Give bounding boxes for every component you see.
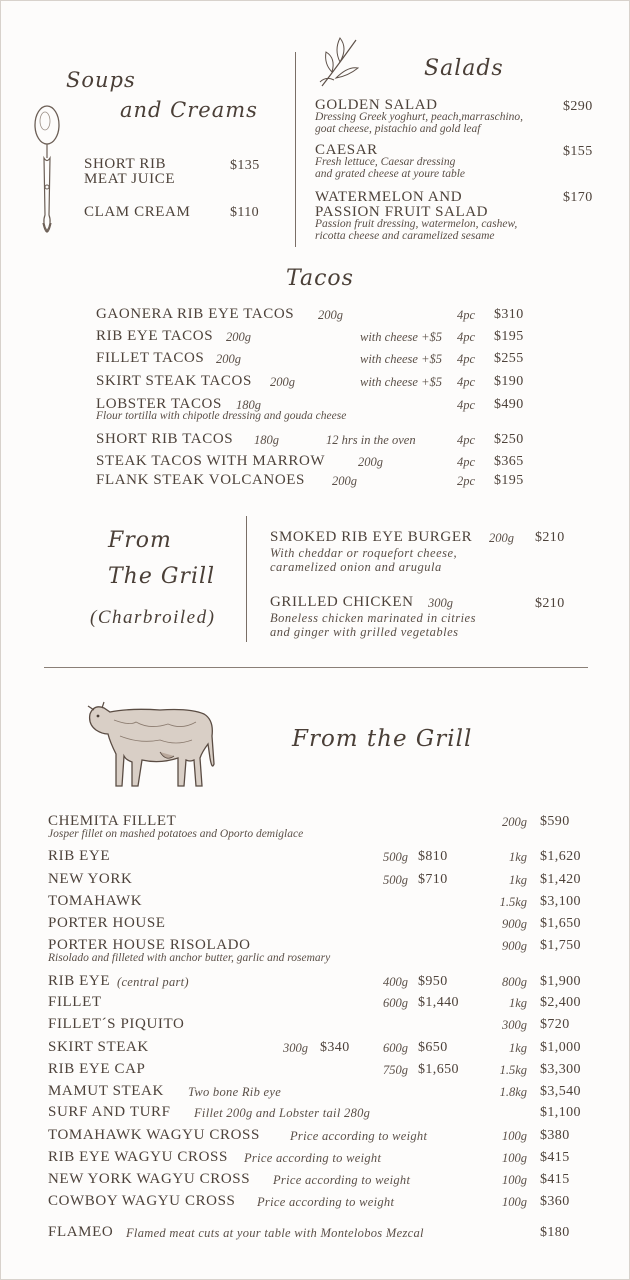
- grill-weight: 500g: [383, 850, 408, 864]
- salad-name-line2: PASSION FRUIT SALAD: [315, 204, 489, 220]
- grill-weight: 1kg: [508, 1041, 527, 1055]
- grill-item-desc: Josper fillet on mashed potatoes and Oporto demiglace: [48, 828, 304, 840]
- grill-weight: 100g: [502, 1195, 527, 1209]
- taco-price: $490: [494, 397, 524, 412]
- soups-heading-line2: and Creams: [120, 98, 258, 122]
- grill-price: $3,540: [540, 1084, 581, 1099]
- taco-qty: 4pc: [457, 398, 476, 412]
- taco-price: $310: [494, 307, 524, 322]
- taco-weight: 200g: [226, 330, 251, 344]
- grill-item-name: SKIRT STEAK: [48, 1039, 149, 1055]
- salad-desc: Fresh lettuce, Caesar dressing: [315, 156, 456, 168]
- grill-item-note: Price according to weight: [257, 1195, 395, 1209]
- grill-price: $415: [540, 1150, 570, 1165]
- charbroiled-heading-line3: (Charbroiled): [90, 607, 216, 628]
- taco-qty: 2pc: [457, 474, 476, 488]
- grill-item-note: Flamed meat cuts at your table with Montelobos Mezcal: [126, 1226, 424, 1240]
- grill-item-note: (central part): [117, 975, 189, 989]
- taco-name: GAONERA RIB EYE TACOS: [96, 306, 295, 322]
- charbroiled-name: SMOKED RIB EYE BURGER: [270, 529, 473, 545]
- leaf-icon: [316, 34, 362, 90]
- taco-note: with cheese +$5: [360, 330, 443, 344]
- taco-weight: 200g: [358, 455, 383, 469]
- grill-weight: 1kg: [508, 996, 527, 1010]
- taco-name: LOBSTER TACOS: [96, 396, 222, 412]
- taco-name: FLANK STEAK VOLCANOES: [96, 472, 305, 488]
- salad-desc: and grated cheese at youre table: [315, 168, 465, 180]
- salad-name: CAESAR: [315, 142, 378, 158]
- grill-price: $3,100: [540, 894, 581, 909]
- grill-item-name: SURF AND TURF: [48, 1104, 171, 1120]
- grill-item-name: PORTER HOUSE: [48, 915, 166, 931]
- grill-price: $2,400: [540, 995, 581, 1010]
- grill-heading: From the Grill: [292, 726, 473, 752]
- charbroiled-weight: 200g: [489, 531, 514, 545]
- taco-price: $365: [494, 454, 524, 469]
- taco-weight: 200g: [332, 474, 357, 488]
- cow-icon: [80, 700, 220, 792]
- grill-item-name: RIB EYE: [48, 973, 111, 989]
- grill-price: $720: [540, 1017, 570, 1032]
- taco-weight: 200g: [270, 375, 295, 389]
- grill-weight: 1kg: [508, 873, 527, 887]
- taco-weight: 180g: [236, 398, 261, 412]
- taco-qty: 4pc: [457, 433, 476, 447]
- grill-weight: 900g: [502, 939, 527, 953]
- grill-weight: 100g: [502, 1129, 527, 1143]
- charbroiled-desc: Boneless chicken marinated in citries: [270, 611, 476, 625]
- grill-item-note: Fillet 200g and Lobster tail 280g: [194, 1106, 371, 1120]
- grill-price: $1,420: [540, 872, 581, 887]
- grill-price: $1,650: [540, 916, 581, 931]
- grill-weight: 1.8kg: [499, 1085, 527, 1099]
- charbroiled-heading-line1: From: [108, 528, 172, 553]
- taco-name: RIB EYE TACOS: [96, 328, 214, 344]
- charbroiled-divider: [246, 516, 247, 642]
- grill-item-name: RIB EYE WAGYU CROSS: [48, 1149, 228, 1165]
- taco-qty: 4pc: [457, 308, 476, 322]
- spoon-icon: [30, 103, 64, 245]
- grill-price: $380: [540, 1128, 570, 1143]
- grill-weight: 200g: [502, 815, 527, 829]
- grill-price: $590: [540, 814, 570, 829]
- soup-price: $135: [230, 158, 260, 173]
- grill-weight: 800g: [502, 975, 527, 989]
- grill-weight: 600g: [383, 1041, 408, 1055]
- salad-name: WATERMELON AND: [315, 189, 463, 205]
- salad-desc: Dressing Greek yoghurt, peach,marraschino,: [315, 111, 524, 123]
- grill-price: $650: [418, 1040, 448, 1055]
- taco-qty: 4pc: [457, 330, 476, 344]
- soup-price: $110: [230, 205, 260, 220]
- salad-desc: goat cheese, pistachio and gold leaf: [315, 123, 481, 135]
- grill-price: $1,440: [418, 995, 459, 1010]
- grill-price: $1,650: [418, 1062, 459, 1077]
- charbroiled-desc: and ginger with grilled vegetables: [270, 625, 459, 639]
- grill-item-note: Price according to weight: [244, 1151, 382, 1165]
- charbroiled-weight: 300g: [428, 596, 453, 610]
- taco-name: STEAK TACOS WITH MARROW: [96, 453, 326, 469]
- charbroiled-name: GRILLED CHICKEN: [270, 594, 414, 610]
- charbroiled-desc: caramelized onion and arugula: [270, 560, 442, 574]
- grill-item-name: COWBOY WAGYU CROSS: [48, 1193, 236, 1209]
- grill-price: $710: [418, 872, 448, 887]
- grill-weight: 100g: [502, 1151, 527, 1165]
- taco-note: with cheese +$5: [360, 375, 443, 389]
- grill-price: $810: [418, 849, 448, 864]
- taco-qty: 4pc: [457, 375, 476, 389]
- soup-name-line2: MEAT JUICE: [84, 171, 176, 187]
- grill-item-name: TOMAHAWK WAGYU CROSS: [48, 1127, 260, 1143]
- charbroiled-price: $210: [535, 530, 565, 545]
- soup-name: CLAM CREAM: [84, 204, 191, 220]
- charbroiled-desc: With cheddar or roquefort cheese,: [270, 546, 458, 560]
- taco-note: with cheese +$5: [360, 352, 443, 366]
- taco-price: $195: [494, 329, 524, 344]
- taco-name: FILLET TACOS: [96, 350, 205, 366]
- taco-weight: 200g: [318, 308, 343, 322]
- salad-desc: Passion fruit dressing, watermelon, cashew,: [315, 218, 518, 230]
- grill-item-name: RIB EYE CAP: [48, 1061, 146, 1077]
- grill-weight: 1.5kg: [499, 895, 527, 909]
- grill-price: $1,900: [540, 974, 581, 989]
- soups-heading-line1: Soups: [66, 68, 136, 92]
- taco-weight: 180g: [254, 433, 279, 447]
- taco-name: SHORT RIB TACOS: [96, 431, 234, 447]
- grill-price: $1,000: [540, 1040, 581, 1055]
- taco-price: $195: [494, 473, 524, 488]
- grill-item-name: PORTER HOUSE RISOLADO: [48, 937, 251, 953]
- grill-item-name: FILLET´S PIQUITO: [48, 1016, 185, 1032]
- grill-weight: 300g: [283, 1041, 308, 1055]
- grill-item-note: Price according to weight: [273, 1173, 411, 1187]
- taco-weight: 200g: [216, 352, 241, 366]
- salad-price: $170: [563, 190, 593, 205]
- taco-qty: 4pc: [457, 455, 476, 469]
- grill-price: $415: [540, 1172, 570, 1187]
- grill-item-name: TOMAHAWK: [48, 893, 143, 909]
- grill-weight: 900g: [502, 917, 527, 931]
- tacos-heading: Tacos: [286, 266, 354, 291]
- salad-desc: ricotta cheese and caramelized sesame: [315, 230, 495, 242]
- taco-price: $190: [494, 374, 524, 389]
- grill-weight: 400g: [383, 975, 408, 989]
- grill-weight: 1kg: [508, 850, 527, 864]
- grill-weight: 750g: [383, 1063, 408, 1077]
- grill-item-note: Two bone Rib eye: [188, 1085, 282, 1099]
- grill-price: $950: [418, 974, 448, 989]
- soups-salads-divider: [295, 52, 296, 247]
- grill-price: $180: [540, 1225, 570, 1240]
- grill-weight: 300g: [502, 1018, 527, 1032]
- taco-price: $255: [494, 351, 524, 366]
- grill-weight: 500g: [383, 873, 408, 887]
- taco-note: 12 hrs in the oven: [326, 433, 416, 447]
- soup-name: SHORT RIB: [84, 156, 167, 172]
- salad-price: $290: [563, 99, 593, 114]
- section-divider: [44, 667, 588, 668]
- grill-weight: 600g: [383, 996, 408, 1010]
- grill-weight: 1.5kg: [499, 1063, 527, 1077]
- grill-price: $360: [540, 1194, 570, 1209]
- grill-price: $340: [320, 1040, 350, 1055]
- grill-item-desc: Risolado and filleted with anchor butter, garlic and rosemary: [48, 952, 331, 964]
- grill-item-name: MAMUT STEAK: [48, 1083, 164, 1099]
- grill-item-name: NEW YORK WAGYU CROSS: [48, 1171, 251, 1187]
- grill-item-name: FLAMEO: [48, 1224, 114, 1240]
- grill-item-name: FILLET: [48, 994, 102, 1010]
- taco-name: SKIRT STEAK TACOS: [96, 373, 252, 389]
- grill-price: $1,620: [540, 849, 581, 864]
- taco-desc: Flour tortilla with chipotle dressing and gouda cheese: [96, 410, 347, 422]
- salad-price: $155: [563, 144, 593, 159]
- grill-weight: 100g: [502, 1173, 527, 1187]
- grill-item-name: CHEMITA FILLET: [48, 813, 177, 829]
- salad-name: GOLDEN SALAD: [315, 97, 438, 113]
- charbroiled-price: $210: [535, 596, 565, 611]
- grill-price: $3,300: [540, 1062, 581, 1077]
- taco-price: $250: [494, 432, 524, 447]
- grill-price: $1,750: [540, 938, 581, 953]
- grill-item-name: RIB EYE: [48, 848, 111, 864]
- grill-item-name: NEW YORK: [48, 871, 133, 887]
- grill-price: $1,100: [540, 1105, 581, 1120]
- charbroiled-heading-line2: The Grill: [108, 564, 216, 589]
- grill-item-note: Price according to weight: [290, 1129, 428, 1143]
- salads-heading: Salads: [424, 56, 504, 81]
- taco-qty: 4pc: [457, 352, 476, 366]
